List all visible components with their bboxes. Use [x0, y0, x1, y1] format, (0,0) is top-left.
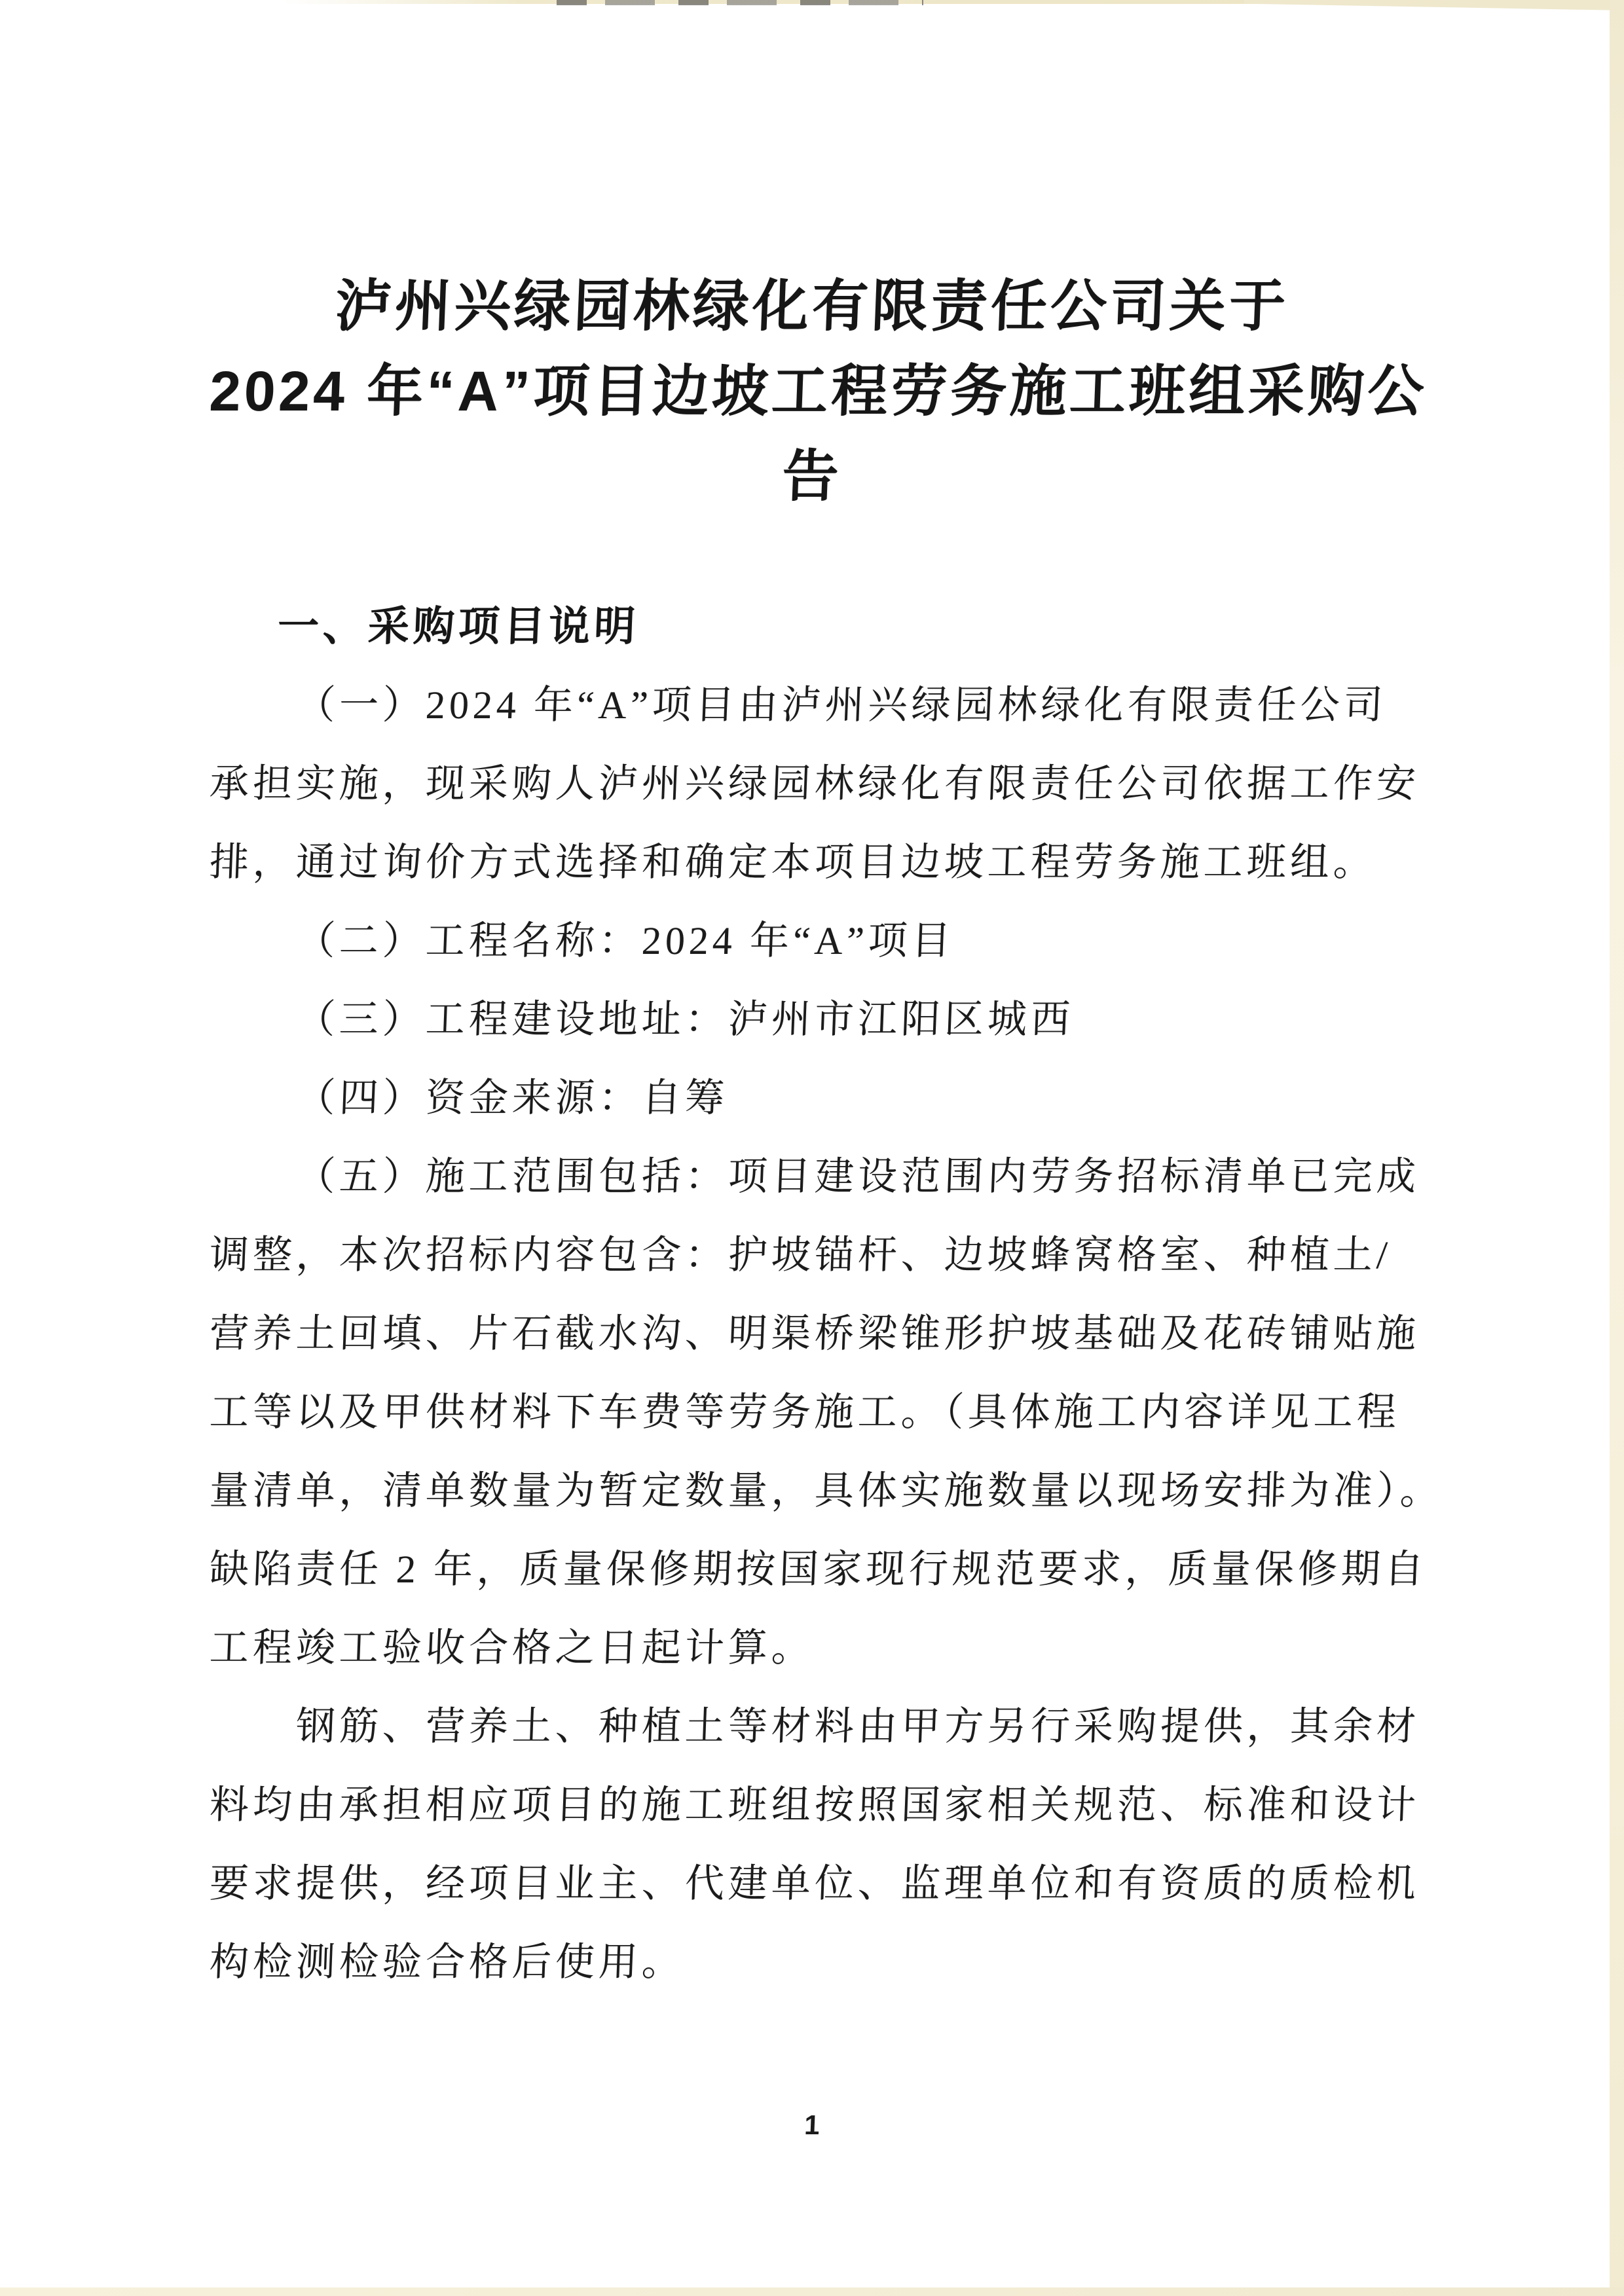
- text-line: 料均由承担相应项目的施工班组按照国家相关规范、标准和设计: [208, 1783, 1421, 1827]
- document-title-line: 2024 年“A”项目边坡工程劳务施工班组采购公: [208, 360, 1429, 423]
- text-line: 营养土回填、片石截水沟、明渠桥梁锥形护坡基础及花砖铺贴施: [208, 1312, 1421, 1355]
- page-number: 1: [803, 2109, 821, 2140]
- text-line: 缺陷责任 2 年，质量保修期按国家现行规范要求，质量保修期自: [208, 1548, 1429, 1591]
- text-line: （一）2024 年“A”项目由泸州兴绿园林绿化有限责任公司: [295, 683, 1388, 727]
- text-line: 工等以及甲供材料下车费等劳务施工。（具体施工内容详见工程: [208, 1391, 1401, 1434]
- document-title-line: 泸州兴绿园林绿化有限责任公司关于: [334, 275, 1290, 338]
- text-line: 承担实施，现采购人泸州兴绿园林绿化有限责任公司依据工作安: [208, 762, 1421, 805]
- document-title-line: 告: [781, 445, 843, 508]
- text-line: （四）资金来源：自筹: [295, 1076, 729, 1120]
- text-line: 构检测检验合格后使用。: [208, 1941, 686, 1984]
- text-line: 钢筋、营养土、种植土等材料由甲方另行采购提供，其余材: [295, 1705, 1421, 1748]
- text-line: 排，通过询价方式选择和确定本项目边坡工程劳务施工班组。: [208, 841, 1378, 884]
- document-title: [208, 264, 1429, 519]
- text-line: 要求提供，经项目业主、代建单位、监理单位和有资质的质检机: [208, 1862, 1421, 1905]
- text-line: （五）施工范围包括：项目建设范围内劳务招标清单已完成: [295, 1155, 1421, 1198]
- text-line: 量清单，清单数量为暂定数量，具体实施数量以现场安排为准）。: [208, 1469, 1445, 1512]
- text-line: （二）工程名称：2024 年“A”项目: [295, 919, 955, 962]
- scan-edge-right: [1610, 0, 1624, 2296]
- text-line: （三）工程建设地址：泸州市江阳区城西: [295, 998, 1075, 1041]
- text-line: 工程竣工验收合格之日起计算。: [208, 1626, 816, 1669]
- body-lines: [208, 666, 1445, 2001]
- text-line: 调整，本次招标内容包含：护坡锚杆、边坡蜂窝格室、种植土/: [208, 1233, 1392, 1277]
- section-heading: 一、采购项目说明: [276, 604, 640, 649]
- scan-edge-bottom: [0, 2287, 1624, 2296]
- document-content: [208, 0, 1445, 2001]
